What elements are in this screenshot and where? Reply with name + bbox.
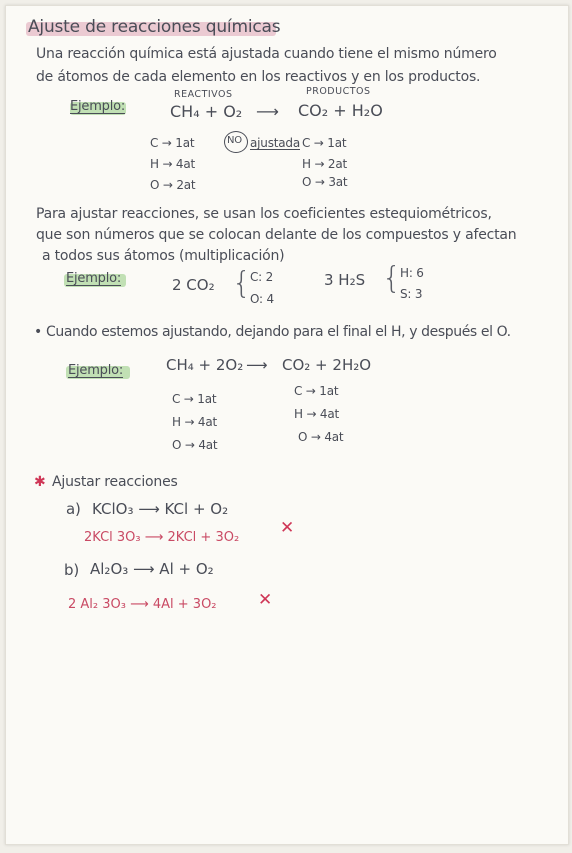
example-1-label: Ejemplo: — [70, 99, 126, 114]
example-1-left-count-h: H → 4at — [150, 157, 196, 171]
reactivos-label: REACTIVOS — [174, 89, 233, 100]
exercise-a-answer: 2KCl 3O₃ ⟶ 2KCl + 3O₂ — [84, 530, 240, 545]
example-1-products: CO₂ + H₂O — [298, 101, 383, 120]
example-2-count-c: C: 2 — [250, 270, 274, 284]
example-3-arrow: ⟶ — [246, 356, 268, 374]
intro-line-2: de átomos de cada elemento en los reactivos y en los productos. — [36, 69, 481, 85]
example-1-right-count-h: H → 2at — [302, 157, 348, 171]
exercise-b-label: b) — [64, 561, 79, 579]
brace-2: { — [382, 261, 402, 296]
wrong-mark-icon: ✕ — [280, 518, 295, 538]
example-2-label: Ejemplo: — [66, 271, 122, 286]
example-3-left-count-o: O → 4at — [172, 438, 218, 452]
productos-label: PRODUCTOS — [306, 86, 371, 97]
example-2-count-h: H: 6 — [400, 266, 424, 280]
example-2-count-s: S: 3 — [400, 287, 423, 301]
page-title: Ajuste de reacciones químicas — [28, 17, 281, 37]
example-3-right-count-c: C → 1at — [294, 384, 339, 398]
exercise-b-answer: 2 Al₂ 3O₃ ⟶ 4Al + 3O₂ — [68, 597, 217, 612]
example-1-right-count-o: O → 3at — [302, 175, 348, 189]
bullet-marker: • — [34, 324, 43, 340]
example-1-left-count-o: O → 2at — [150, 178, 196, 192]
example-1-arrow: ⟶ — [256, 102, 279, 121]
bullet-text: Cuando estemos ajustando, dejando para el final el H, y después el O. — [46, 324, 511, 340]
wrong-mark-icon: ✕ — [258, 590, 273, 610]
paragraph-2-line-1: Para ajustar reacciones, se usan los coeficientes estequiométricos, — [36, 206, 492, 222]
exercise-b-equation: Al₂O₃ ⟶ Al + O₂ — [90, 560, 214, 578]
exercise-a-equation: KClO₃ ⟶ KCl + O₂ — [92, 500, 229, 518]
example-2-compound-1: 2 CO₂ — [172, 276, 215, 294]
asterisk-icon: ✱ — [34, 474, 46, 490]
paragraph-2-line-3: a todos sus átomos (multiplicación) — [42, 248, 285, 264]
example-2-compound-2: 3 H₂S — [324, 271, 366, 289]
example-3-left-count-h: H → 4at — [172, 415, 218, 429]
brace-1: { — [232, 266, 252, 301]
ajustada-label: ajustada — [250, 136, 300, 150]
example-1-left-count-c: C → 1at — [150, 136, 195, 150]
example-1-reactants: CH₄ + O₂ — [170, 102, 243, 121]
example-3-left-count-c: C → 1at — [172, 392, 217, 406]
example-3-label: Ejemplo: — [68, 363, 124, 378]
no-label: NO — [227, 135, 242, 146]
intro-line-1: Una reacción química está ajustada cuando tiene el mismo número — [36, 46, 497, 62]
example-3-right-count-o: O → 4at — [298, 430, 344, 444]
example-3-reactants: CH₄ + 2O₂ — [166, 356, 244, 374]
example-3-right-count-h: H → 4at — [294, 407, 340, 421]
exercise-a-label: a) — [66, 500, 81, 518]
notebook-page — [5, 5, 569, 845]
example-3-products: CO₂ + 2H₂O — [282, 356, 372, 374]
example-2-count-o: O: 4 — [250, 292, 274, 306]
paragraph-2-line-2: que son números que se colocan delante de los compuestos y afectan — [36, 227, 517, 243]
example-1-right-count-c: C → 1at — [302, 136, 347, 150]
exercises-heading: Ajustar reacciones — [52, 474, 178, 490]
